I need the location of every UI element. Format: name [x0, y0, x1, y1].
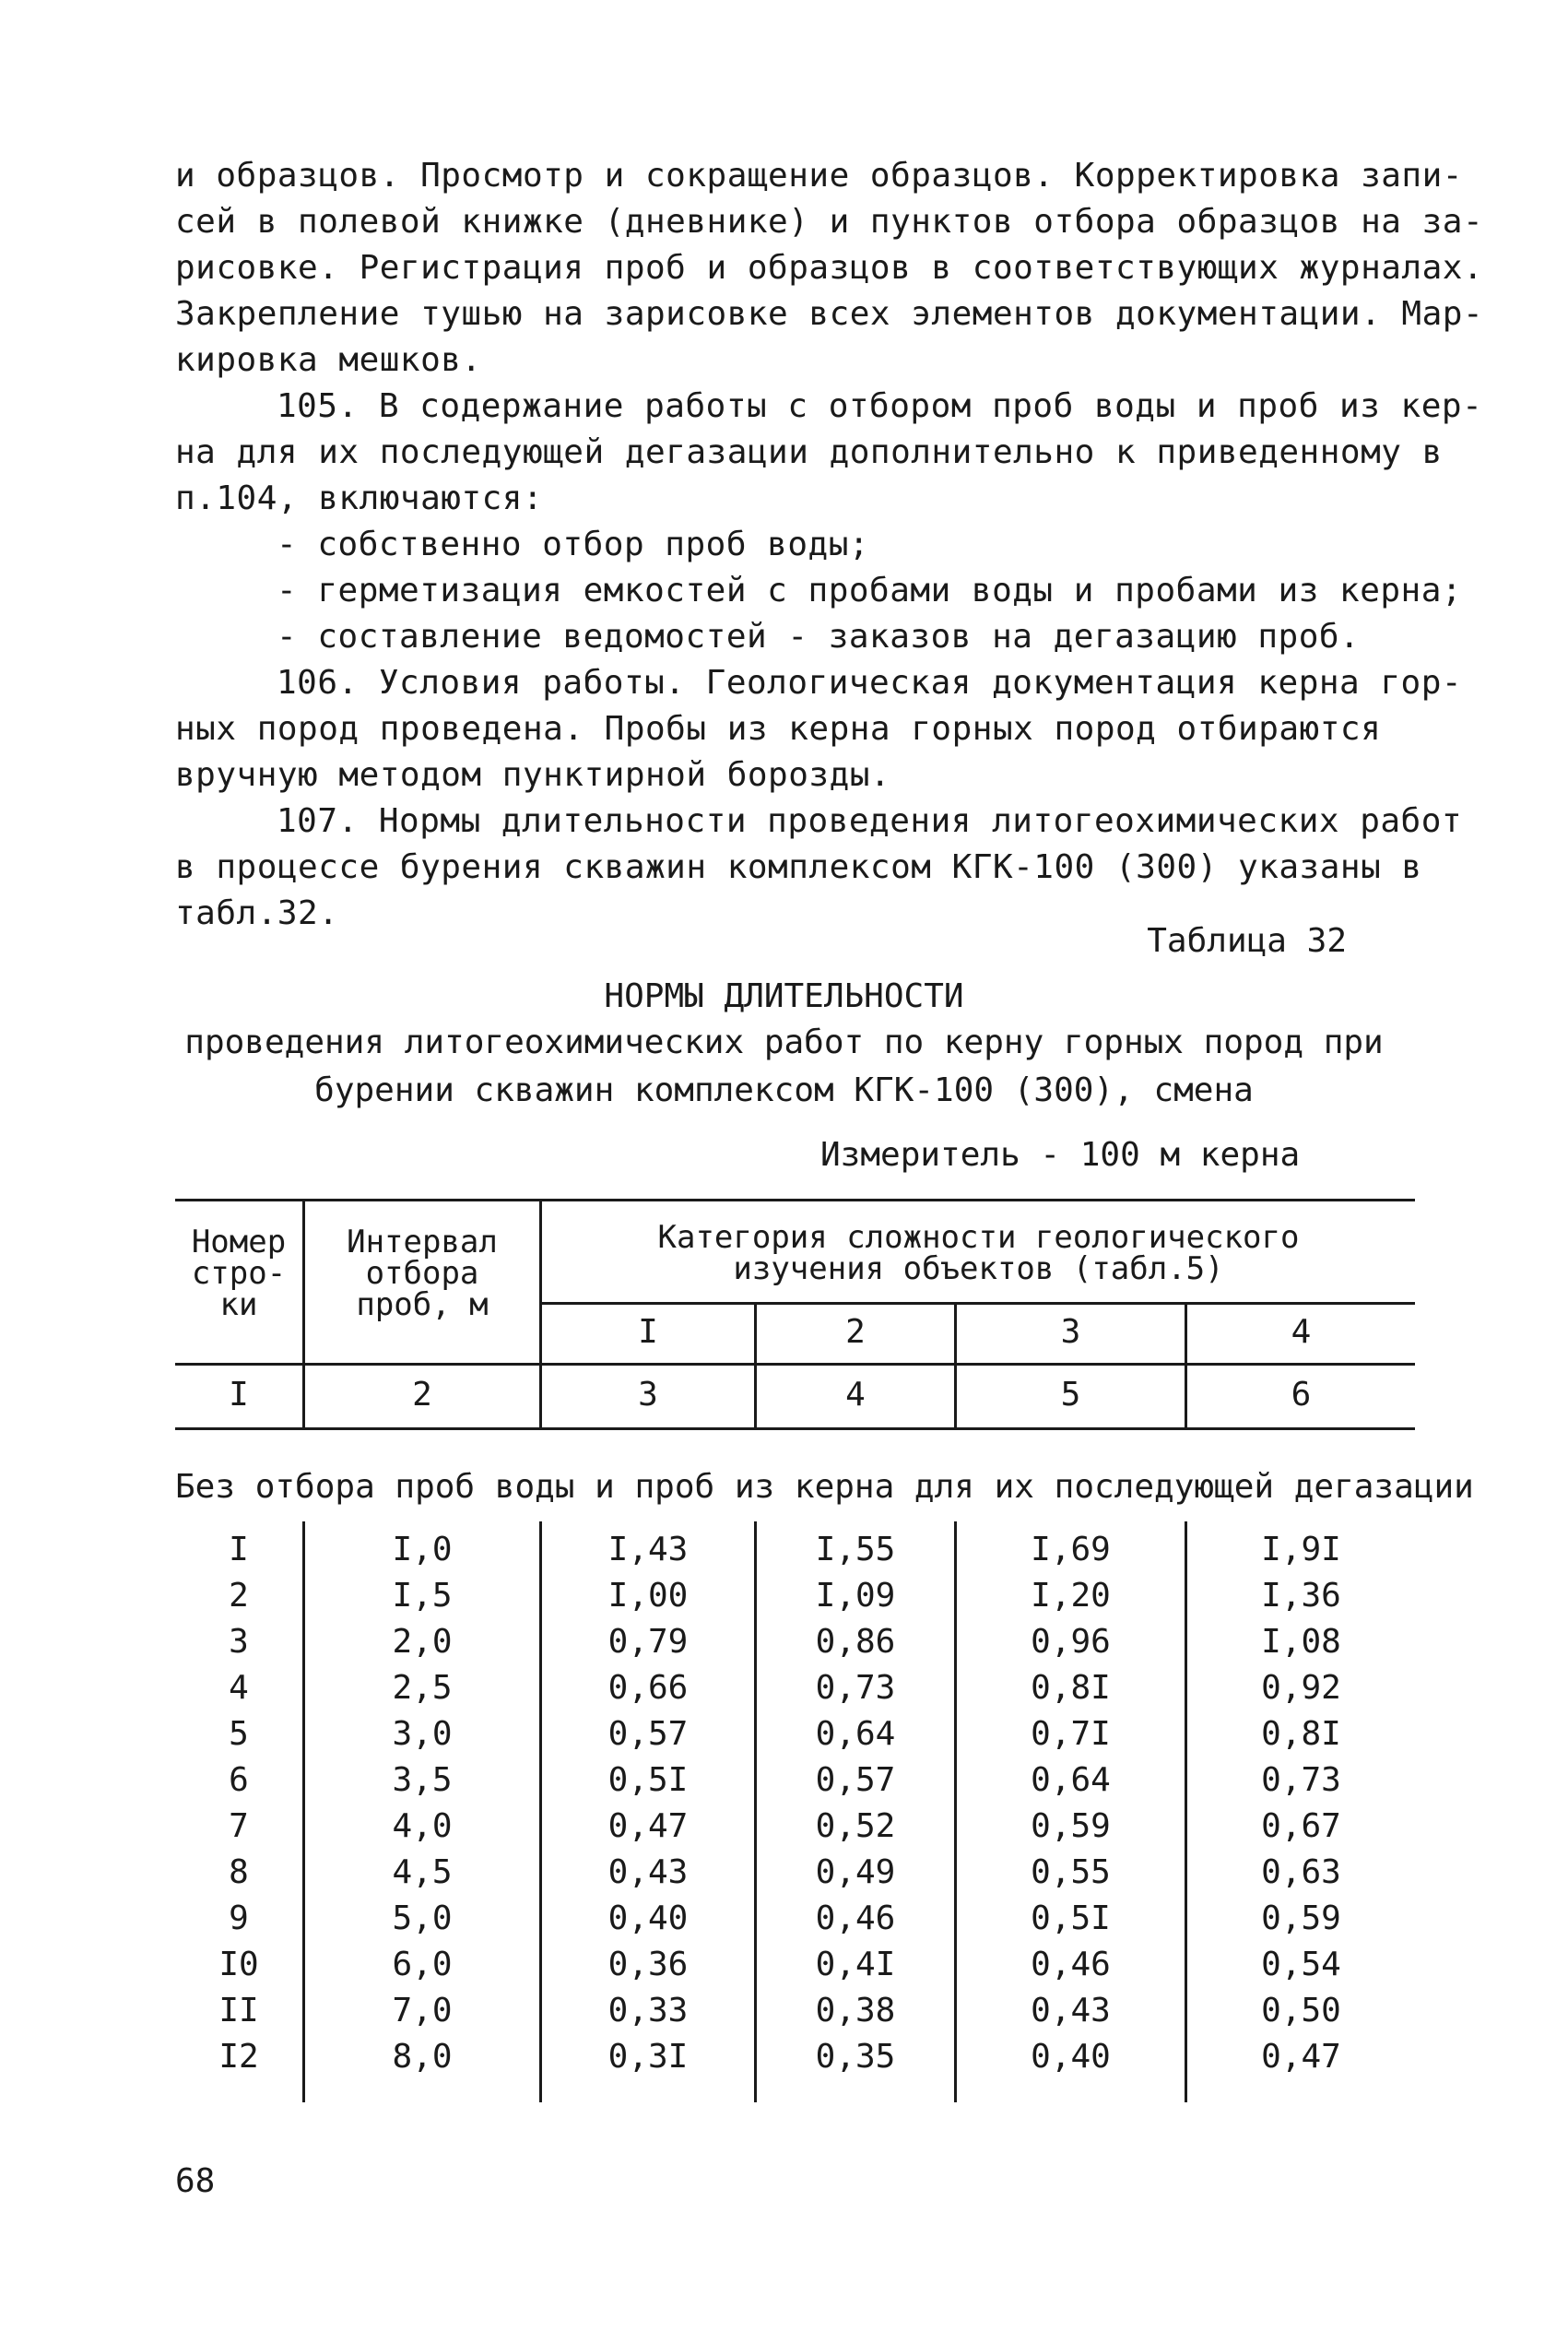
- paragraph-line: Закрепление тушью на зарисовке всех элементов документации. Мар-: [175, 295, 1484, 333]
- table-cell: 0,50: [1261, 1992, 1341, 2029]
- table-rule: [175, 1427, 1415, 1430]
- paragraph-line: 106. Условия работы. Геологическая документация керна гор-: [277, 664, 1463, 702]
- table-cell: I,55: [815, 1531, 896, 1568]
- table-cell: 0,64: [1031, 1761, 1111, 1799]
- table-label: Таблица 32: [1147, 922, 1347, 960]
- header-text: ки: [219, 1286, 258, 1323]
- table-cell: 0,57: [607, 1715, 689, 1753]
- table-cell: 0,5I: [607, 1761, 689, 1799]
- table-cell: 0,46: [815, 1899, 896, 1937]
- table-cell: 0,46: [1031, 1946, 1111, 1983]
- table-cell: II: [218, 1992, 259, 2029]
- paragraph-line: п.104, включаются:: [175, 479, 544, 517]
- header-text: проб, м: [356, 1286, 489, 1323]
- header-interval: [305, 1224, 539, 1323]
- section-title: Без отбора проб воды и проб из керна для их последующей дегазации: [175, 1468, 1474, 1506]
- table-cell: 0,49: [815, 1853, 896, 1891]
- table-cell: 4,5: [392, 1853, 453, 1891]
- header-text: Интервал: [347, 1224, 498, 1260]
- table-cell: I,9I: [1261, 1531, 1341, 1568]
- column-number: 3: [638, 1376, 658, 1414]
- table-cell: 0,35: [815, 2038, 896, 2076]
- header-category-col: 2: [845, 1313, 866, 1351]
- table-cell: 0,66: [607, 1669, 689, 1707]
- table-cell: 0,52: [815, 1807, 896, 1845]
- table-cell: 0,38: [815, 1992, 896, 2029]
- table-cell: 0,92: [1261, 1669, 1341, 1707]
- column-number: 6: [1291, 1376, 1312, 1414]
- table-cell: I,00: [607, 1577, 689, 1615]
- paragraph-line: и образцов. Просмотр и сокращение образцов. Корректировка запи-: [175, 157, 1463, 195]
- header-text: Номер: [191, 1224, 287, 1260]
- table-cell: 0,33: [607, 1992, 689, 2029]
- table-cell: 3,5: [392, 1761, 453, 1799]
- paragraph-line: - составление ведомостей - заказов на дегазацию проб.: [277, 618, 1361, 656]
- table-cell: 0,4I: [815, 1946, 896, 1983]
- table-cell: 3: [229, 1623, 249, 1661]
- table-cell: 0,73: [815, 1669, 896, 1707]
- table-cell: 2: [229, 1577, 249, 1615]
- header-text: стро-: [191, 1255, 287, 1292]
- column-number: I: [229, 1376, 249, 1414]
- paragraph-line: ных пород проведена. Пробы из керна горных пород отбираются: [175, 710, 1382, 748]
- table-cell: 2,5: [392, 1669, 453, 1707]
- table-cell: 0,79: [607, 1623, 689, 1661]
- table-cell: I,20: [1031, 1577, 1111, 1615]
- table-cell: 2,0: [392, 1623, 453, 1661]
- table-cell: I2: [218, 2038, 259, 2076]
- table-cell: 4,0: [392, 1807, 453, 1845]
- table-cell: 3,0: [392, 1715, 453, 1753]
- table-cell: I,69: [1031, 1531, 1111, 1568]
- table-cell: 0,59: [1261, 1899, 1341, 1937]
- table-rule: [175, 1199, 1415, 1201]
- table-cell: 0,57: [815, 1761, 896, 1799]
- table-cell: 8: [229, 1853, 249, 1891]
- table-cell: 9: [229, 1899, 249, 1937]
- table-cell: I,43: [607, 1531, 689, 1568]
- table-cell: 0,86: [815, 1623, 896, 1661]
- header-text: изучения объектов (табл.5): [733, 1250, 1224, 1287]
- table-cell: 0,64: [815, 1715, 896, 1753]
- header-category: [542, 1219, 1415, 1287]
- table-cell: 0,5I: [1031, 1899, 1111, 1937]
- table-cell: 5: [229, 1715, 249, 1753]
- column-number: 4: [845, 1376, 866, 1414]
- paragraph-line: 107. Нормы длительности проведения литогеохимических работ: [277, 802, 1463, 840]
- paragraph-line: - герметизация емкостей с пробами воды и пробами из керна;: [277, 572, 1463, 609]
- paragraph-line: сей в полевой книжке (дневнике) и пунктов отбора образцов на за-: [175, 203, 1484, 241]
- table-cell: 0,96: [1031, 1623, 1111, 1661]
- paragraph-line: 105. В содержание работы с отбором проб воды и проб из кер-: [277, 387, 1483, 425]
- table-cell: 0,7I: [1031, 1715, 1111, 1753]
- table-rule: [539, 1302, 1415, 1305]
- header-row-number: [175, 1224, 302, 1323]
- table-cell: 6,0: [392, 1946, 453, 1983]
- table-cell: I,5: [392, 1577, 453, 1615]
- table-cell: 5,0: [392, 1899, 453, 1937]
- header-text: Категория сложности геологического: [657, 1219, 1300, 1256]
- table-subtitle: проведения литогеохимических работ по керну горных пород при: [184, 1024, 1384, 1061]
- column-number: 5: [1060, 1376, 1081, 1414]
- table-cell: 0,47: [607, 1807, 689, 1845]
- header-text: отбора: [365, 1255, 479, 1292]
- header-category-col: 3: [1060, 1313, 1081, 1351]
- table-rule: [175, 1363, 1415, 1366]
- table-cell: 0,3I: [607, 2038, 689, 2076]
- column-number: 2: [412, 1376, 432, 1414]
- table-cell: 4: [229, 1669, 249, 1707]
- paragraph-line: рисовке. Регистрация проб и образцов в соответствующих журналах.: [175, 249, 1484, 287]
- table-cell: I,08: [1261, 1623, 1341, 1661]
- table-cell: 0,54: [1261, 1946, 1341, 1983]
- table-cell: 0,67: [1261, 1807, 1341, 1845]
- paragraph-line: вручную методом пунктирной борозды.: [175, 756, 891, 794]
- table-cell: 0,40: [607, 1899, 689, 1937]
- table-cell: 8,0: [392, 2038, 453, 2076]
- table-cell: I,09: [815, 1577, 896, 1615]
- table-cell: 0,36: [607, 1946, 689, 1983]
- table-cell: I: [229, 1531, 249, 1568]
- paragraph-line: в процессе бурения скважин комплексом КГК-100 (300) указаны в: [175, 848, 1422, 886]
- table-cell: I,0: [392, 1531, 453, 1568]
- table-cell: 0,8I: [1031, 1669, 1111, 1707]
- table-cell: 0,43: [1031, 1992, 1111, 2029]
- table-title: НОРМЫ ДЛИТЕЛЬНОСТИ: [604, 977, 964, 1015]
- table-cell: 0,73: [1261, 1761, 1341, 1799]
- table-cell: 7: [229, 1807, 249, 1845]
- table-cell: 0,55: [1031, 1853, 1111, 1891]
- header-category-col: I: [638, 1313, 658, 1351]
- paragraph-line: - собственно отбор проб воды;: [277, 526, 870, 563]
- table-cell: 0,40: [1031, 2038, 1111, 2076]
- paragraph-line: на для их последующей дегазации дополнительно к приведенному в: [175, 433, 1443, 471]
- table-cell: 0,59: [1031, 1807, 1111, 1845]
- table-cell: 6: [229, 1761, 249, 1799]
- page-number: 68: [175, 2162, 216, 2200]
- table-cell: 7,0: [392, 1992, 453, 2029]
- table-cell: I,36: [1261, 1577, 1341, 1615]
- header-category-col: 4: [1291, 1313, 1312, 1351]
- table-subtitle: бурении скважин комплексом КГК-100 (300), смена: [314, 1071, 1254, 1109]
- table-cell: 0,43: [607, 1853, 689, 1891]
- paragraph-line: кировка мешков.: [175, 341, 482, 379]
- table-cell: 0,63: [1261, 1853, 1341, 1891]
- table-unit: Измеритель - 100 м керна: [820, 1136, 1301, 1174]
- paragraph-line: табл.32.: [175, 894, 339, 932]
- table-cell: I0: [218, 1946, 259, 1983]
- table-cell: 0,8I: [1261, 1715, 1341, 1753]
- table-cell: 0,47: [1261, 2038, 1341, 2076]
